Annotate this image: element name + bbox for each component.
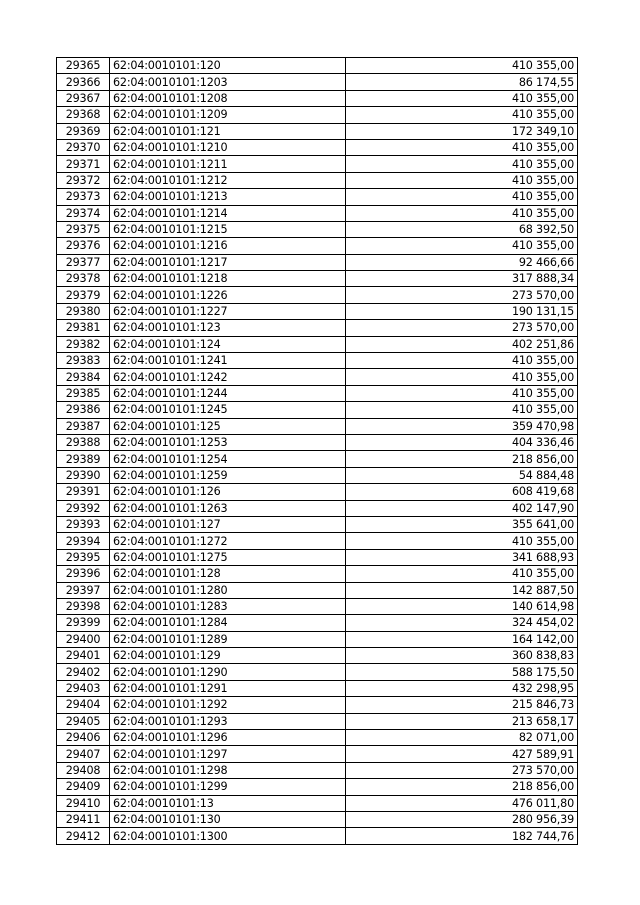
cadastral-value-cell: 410 355,00 xyxy=(346,369,578,385)
row-number-cell: 29395 xyxy=(57,549,110,565)
cadastral-value-cell: 164 142,00 xyxy=(346,631,578,647)
table-row xyxy=(57,762,578,778)
cadastral-number-cell: 62:04:0010101:129 xyxy=(110,648,346,664)
table-row xyxy=(57,58,578,74)
cadastral-number-cell: 62:04:0010101:123 xyxy=(110,320,346,336)
row-number-cell: 29412 xyxy=(57,828,110,844)
table-row xyxy=(57,746,578,762)
row-number-cell: 29394 xyxy=(57,533,110,549)
row-number-cell: 29377 xyxy=(57,254,110,270)
row-number-cell: 29400 xyxy=(57,631,110,647)
cadastral-value-cell: 355 641,00 xyxy=(346,516,578,532)
table-row xyxy=(57,434,578,450)
cadastral-value-cell: 324 454,02 xyxy=(346,615,578,631)
table-row xyxy=(57,156,578,172)
table-row xyxy=(57,598,578,614)
cadastral-value-cell: 410 355,00 xyxy=(346,172,578,188)
table-row xyxy=(57,500,578,516)
table-row xyxy=(57,730,578,746)
cadastral-value-cell: 432 298,95 xyxy=(346,680,578,696)
cadastral-number-cell: 62:04:0010101:13 xyxy=(110,795,346,811)
table-row xyxy=(57,566,578,582)
cadastral-value-cell: 410 355,00 xyxy=(346,238,578,254)
table-row xyxy=(57,320,578,336)
cadastral-number-cell: 62:04:0010101:1284 xyxy=(110,615,346,631)
cadastral-number-cell: 62:04:0010101:124 xyxy=(110,336,346,352)
cadastral-number-cell: 62:04:0010101:1218 xyxy=(110,271,346,287)
cadastral-value-cell: 182 744,76 xyxy=(346,828,578,844)
row-number-cell: 29406 xyxy=(57,730,110,746)
table-row xyxy=(57,336,578,352)
cadastral-value-cell: 218 856,00 xyxy=(346,451,578,467)
cadastral-value-cell: 402 251,86 xyxy=(346,336,578,352)
row-number-cell: 29380 xyxy=(57,303,110,319)
cadastral-value-cell: 410 355,00 xyxy=(346,566,578,582)
table-row xyxy=(57,680,578,696)
cadastral-number-cell: 62:04:0010101:1241 xyxy=(110,353,346,369)
cadastral-value-cell: 588 175,50 xyxy=(346,664,578,680)
row-number-cell: 29376 xyxy=(57,238,110,254)
cadastral-number-cell: 62:04:0010101:120 xyxy=(110,58,346,74)
cadastral-value-cell: 410 355,00 xyxy=(346,58,578,74)
cadastral-value-cell: 86 174,55 xyxy=(346,74,578,90)
table-row xyxy=(57,271,578,287)
table-row xyxy=(57,353,578,369)
cadastral-value-cell: 410 355,00 xyxy=(346,90,578,106)
table-row xyxy=(57,107,578,123)
row-number-cell: 29397 xyxy=(57,582,110,598)
cadastral-value-cell: 410 355,00 xyxy=(346,533,578,549)
cadastral-number-cell: 62:04:0010101:128 xyxy=(110,566,346,582)
cadastral-value-cell: 273 570,00 xyxy=(346,320,578,336)
cadastral-number-cell: 62:04:0010101:1292 xyxy=(110,697,346,713)
table-row xyxy=(57,303,578,319)
cadastral-number-cell: 62:04:0010101:1217 xyxy=(110,254,346,270)
cadastral-number-cell: 62:04:0010101:121 xyxy=(110,123,346,139)
row-number-cell: 29385 xyxy=(57,385,110,401)
cadastral-number-cell: 62:04:0010101:1300 xyxy=(110,828,346,844)
table-row xyxy=(57,205,578,221)
cadastral-value-cell: 476 011,80 xyxy=(346,795,578,811)
row-number-cell: 29383 xyxy=(57,353,110,369)
cadastral-value-cell: 172 349,10 xyxy=(346,123,578,139)
table-row xyxy=(57,369,578,385)
row-number-cell: 29388 xyxy=(57,434,110,450)
row-number-cell: 29370 xyxy=(57,139,110,155)
row-number-cell: 29407 xyxy=(57,746,110,762)
cadastral-value-cell: 402 147,90 xyxy=(346,500,578,516)
cadastral-number-cell: 62:04:0010101:1280 xyxy=(110,582,346,598)
table-row xyxy=(57,779,578,795)
table-row xyxy=(57,795,578,811)
cadastral-number-cell: 62:04:0010101:1296 xyxy=(110,730,346,746)
cadastral-number-cell: 62:04:0010101:1259 xyxy=(110,467,346,483)
row-number-cell: 29392 xyxy=(57,500,110,516)
cadastral-value-cell: 54 884,48 xyxy=(346,467,578,483)
cadastral-value-cell: 92 466,66 xyxy=(346,254,578,270)
table-row xyxy=(57,615,578,631)
row-number-cell: 29391 xyxy=(57,484,110,500)
cadastral-number-cell: 62:04:0010101:1213 xyxy=(110,189,346,205)
row-number-cell: 29382 xyxy=(57,336,110,352)
table-row xyxy=(57,123,578,139)
row-number-cell: 29409 xyxy=(57,779,110,795)
cadastral-value-cell: 280 956,39 xyxy=(346,811,578,827)
row-number-cell: 29403 xyxy=(57,680,110,696)
cadastral-number-cell: 62:04:0010101:1211 xyxy=(110,156,346,172)
cadastral-value-cell: 410 355,00 xyxy=(346,189,578,205)
cadastral-value-cell: 142 887,50 xyxy=(346,582,578,598)
cadastral-number-cell: 62:04:0010101:1203 xyxy=(110,74,346,90)
cadastral-value-cell: 140 614,98 xyxy=(346,598,578,614)
row-number-cell: 29379 xyxy=(57,287,110,303)
row-number-cell: 29396 xyxy=(57,566,110,582)
cadastral-value-cell: 404 336,46 xyxy=(346,434,578,450)
table-row xyxy=(57,74,578,90)
row-number-cell: 29404 xyxy=(57,697,110,713)
cadastral-value-cell: 359 470,98 xyxy=(346,418,578,434)
table-row xyxy=(57,402,578,418)
cadastral-number-cell: 62:04:0010101:1291 xyxy=(110,680,346,696)
cadastral-value-cell: 360 838,83 xyxy=(346,648,578,664)
row-number-cell: 29367 xyxy=(57,90,110,106)
cadastral-value-cell: 215 846,73 xyxy=(346,697,578,713)
cadastral-number-cell: 62:04:0010101:127 xyxy=(110,516,346,532)
row-number-cell: 29387 xyxy=(57,418,110,434)
table-row xyxy=(57,828,578,844)
row-number-cell: 29408 xyxy=(57,762,110,778)
cadastral-value-cell: 273 570,00 xyxy=(346,287,578,303)
table-row xyxy=(57,287,578,303)
cadastral-number-cell: 62:04:0010101:1254 xyxy=(110,451,346,467)
cadastral-value-cell: 410 355,00 xyxy=(346,107,578,123)
cadastral-value-cell: 341 688,93 xyxy=(346,549,578,565)
row-number-cell: 29393 xyxy=(57,516,110,532)
row-number-cell: 29398 xyxy=(57,598,110,614)
cadastral-value-cell: 410 355,00 xyxy=(346,156,578,172)
table-row xyxy=(57,451,578,467)
cadastral-number-cell: 62:04:0010101:1293 xyxy=(110,713,346,729)
row-number-cell: 29375 xyxy=(57,221,110,237)
cadastral-number-cell: 62:04:0010101:1283 xyxy=(110,598,346,614)
table-body xyxy=(57,58,578,845)
cadastral-number-cell: 62:04:0010101:130 xyxy=(110,811,346,827)
cadastral-number-cell: 62:04:0010101:1253 xyxy=(110,434,346,450)
cadastral-value-cell: 427 589,91 xyxy=(346,746,578,762)
cadastral-number-cell: 62:04:0010101:1210 xyxy=(110,139,346,155)
table-row xyxy=(57,189,578,205)
table-row xyxy=(57,713,578,729)
cadastral-number-cell: 62:04:0010101:1242 xyxy=(110,369,346,385)
table-row xyxy=(57,254,578,270)
cadastral-number-cell: 62:04:0010101:1299 xyxy=(110,779,346,795)
row-number-cell: 29368 xyxy=(57,107,110,123)
cadastral-number-cell: 62:04:0010101:1227 xyxy=(110,303,346,319)
cadastral-value-cell: 68 392,50 xyxy=(346,221,578,237)
row-number-cell: 29399 xyxy=(57,615,110,631)
cadastral-number-cell: 62:04:0010101:1208 xyxy=(110,90,346,106)
row-number-cell: 29371 xyxy=(57,156,110,172)
table-row xyxy=(57,664,578,680)
table-row xyxy=(57,221,578,237)
cadastral-number-cell: 62:04:0010101:126 xyxy=(110,484,346,500)
table-row xyxy=(57,418,578,434)
table-row xyxy=(57,385,578,401)
cadastral-value-cell: 82 071,00 xyxy=(346,730,578,746)
cadastral-number-cell: 62:04:0010101:1297 xyxy=(110,746,346,762)
cadastral-number-cell: 62:04:0010101:1209 xyxy=(110,107,346,123)
cadastral-value-cell: 410 355,00 xyxy=(346,205,578,221)
table-row xyxy=(57,582,578,598)
cadastral-value-cell: 190 131,15 xyxy=(346,303,578,319)
cadastral-value-table xyxy=(56,57,578,845)
table-row xyxy=(57,811,578,827)
table-row xyxy=(57,139,578,155)
row-number-cell: 29365 xyxy=(57,58,110,74)
cadastral-value-cell: 410 355,00 xyxy=(346,353,578,369)
table-row xyxy=(57,90,578,106)
row-number-cell: 29390 xyxy=(57,467,110,483)
row-number-cell: 29386 xyxy=(57,402,110,418)
row-number-cell: 29366 xyxy=(57,74,110,90)
cadastral-number-cell: 62:04:0010101:1216 xyxy=(110,238,346,254)
cadastral-value-cell: 213 658,17 xyxy=(346,713,578,729)
cadastral-number-cell: 62:04:0010101:1245 xyxy=(110,402,346,418)
table-row xyxy=(57,549,578,565)
cadastral-number-cell: 62:04:0010101:1272 xyxy=(110,533,346,549)
row-number-cell: 29402 xyxy=(57,664,110,680)
table-row xyxy=(57,467,578,483)
cadastral-value-cell: 317 888,34 xyxy=(346,271,578,287)
cadastral-number-cell: 62:04:0010101:1290 xyxy=(110,664,346,680)
row-number-cell: 29372 xyxy=(57,172,110,188)
row-number-cell: 29389 xyxy=(57,451,110,467)
row-number-cell: 29411 xyxy=(57,811,110,827)
cadastral-number-cell: 62:04:0010101:1226 xyxy=(110,287,346,303)
table-row xyxy=(57,533,578,549)
table-row xyxy=(57,516,578,532)
table-row xyxy=(57,697,578,713)
cadastral-value-cell: 410 355,00 xyxy=(346,139,578,155)
table-row xyxy=(57,484,578,500)
row-number-cell: 29405 xyxy=(57,713,110,729)
table-row xyxy=(57,172,578,188)
cadastral-value-cell: 273 570,00 xyxy=(346,762,578,778)
row-number-cell: 29381 xyxy=(57,320,110,336)
cadastral-number-cell: 62:04:0010101:1244 xyxy=(110,385,346,401)
cadastral-value-cell: 608 419,68 xyxy=(346,484,578,500)
table-row xyxy=(57,631,578,647)
row-number-cell: 29374 xyxy=(57,205,110,221)
cadastral-number-cell: 62:04:0010101:1275 xyxy=(110,549,346,565)
cadastral-number-cell: 62:04:0010101:1298 xyxy=(110,762,346,778)
cadastral-number-cell: 62:04:0010101:1214 xyxy=(110,205,346,221)
table-row xyxy=(57,238,578,254)
row-number-cell: 29384 xyxy=(57,369,110,385)
cadastral-number-cell: 62:04:0010101:1289 xyxy=(110,631,346,647)
row-number-cell: 29378 xyxy=(57,271,110,287)
cadastral-number-cell: 62:04:0010101:125 xyxy=(110,418,346,434)
cadastral-number-cell: 62:04:0010101:1212 xyxy=(110,172,346,188)
row-number-cell: 29410 xyxy=(57,795,110,811)
table-row xyxy=(57,648,578,664)
cadastral-value-cell: 218 856,00 xyxy=(346,779,578,795)
row-number-cell: 29369 xyxy=(57,123,110,139)
cadastral-value-cell: 410 355,00 xyxy=(346,385,578,401)
row-number-cell: 29373 xyxy=(57,189,110,205)
cadastral-number-cell: 62:04:0010101:1215 xyxy=(110,221,346,237)
cadastral-number-cell: 62:04:0010101:1263 xyxy=(110,500,346,516)
row-number-cell: 29401 xyxy=(57,648,110,664)
cadastral-value-cell: 410 355,00 xyxy=(346,402,578,418)
